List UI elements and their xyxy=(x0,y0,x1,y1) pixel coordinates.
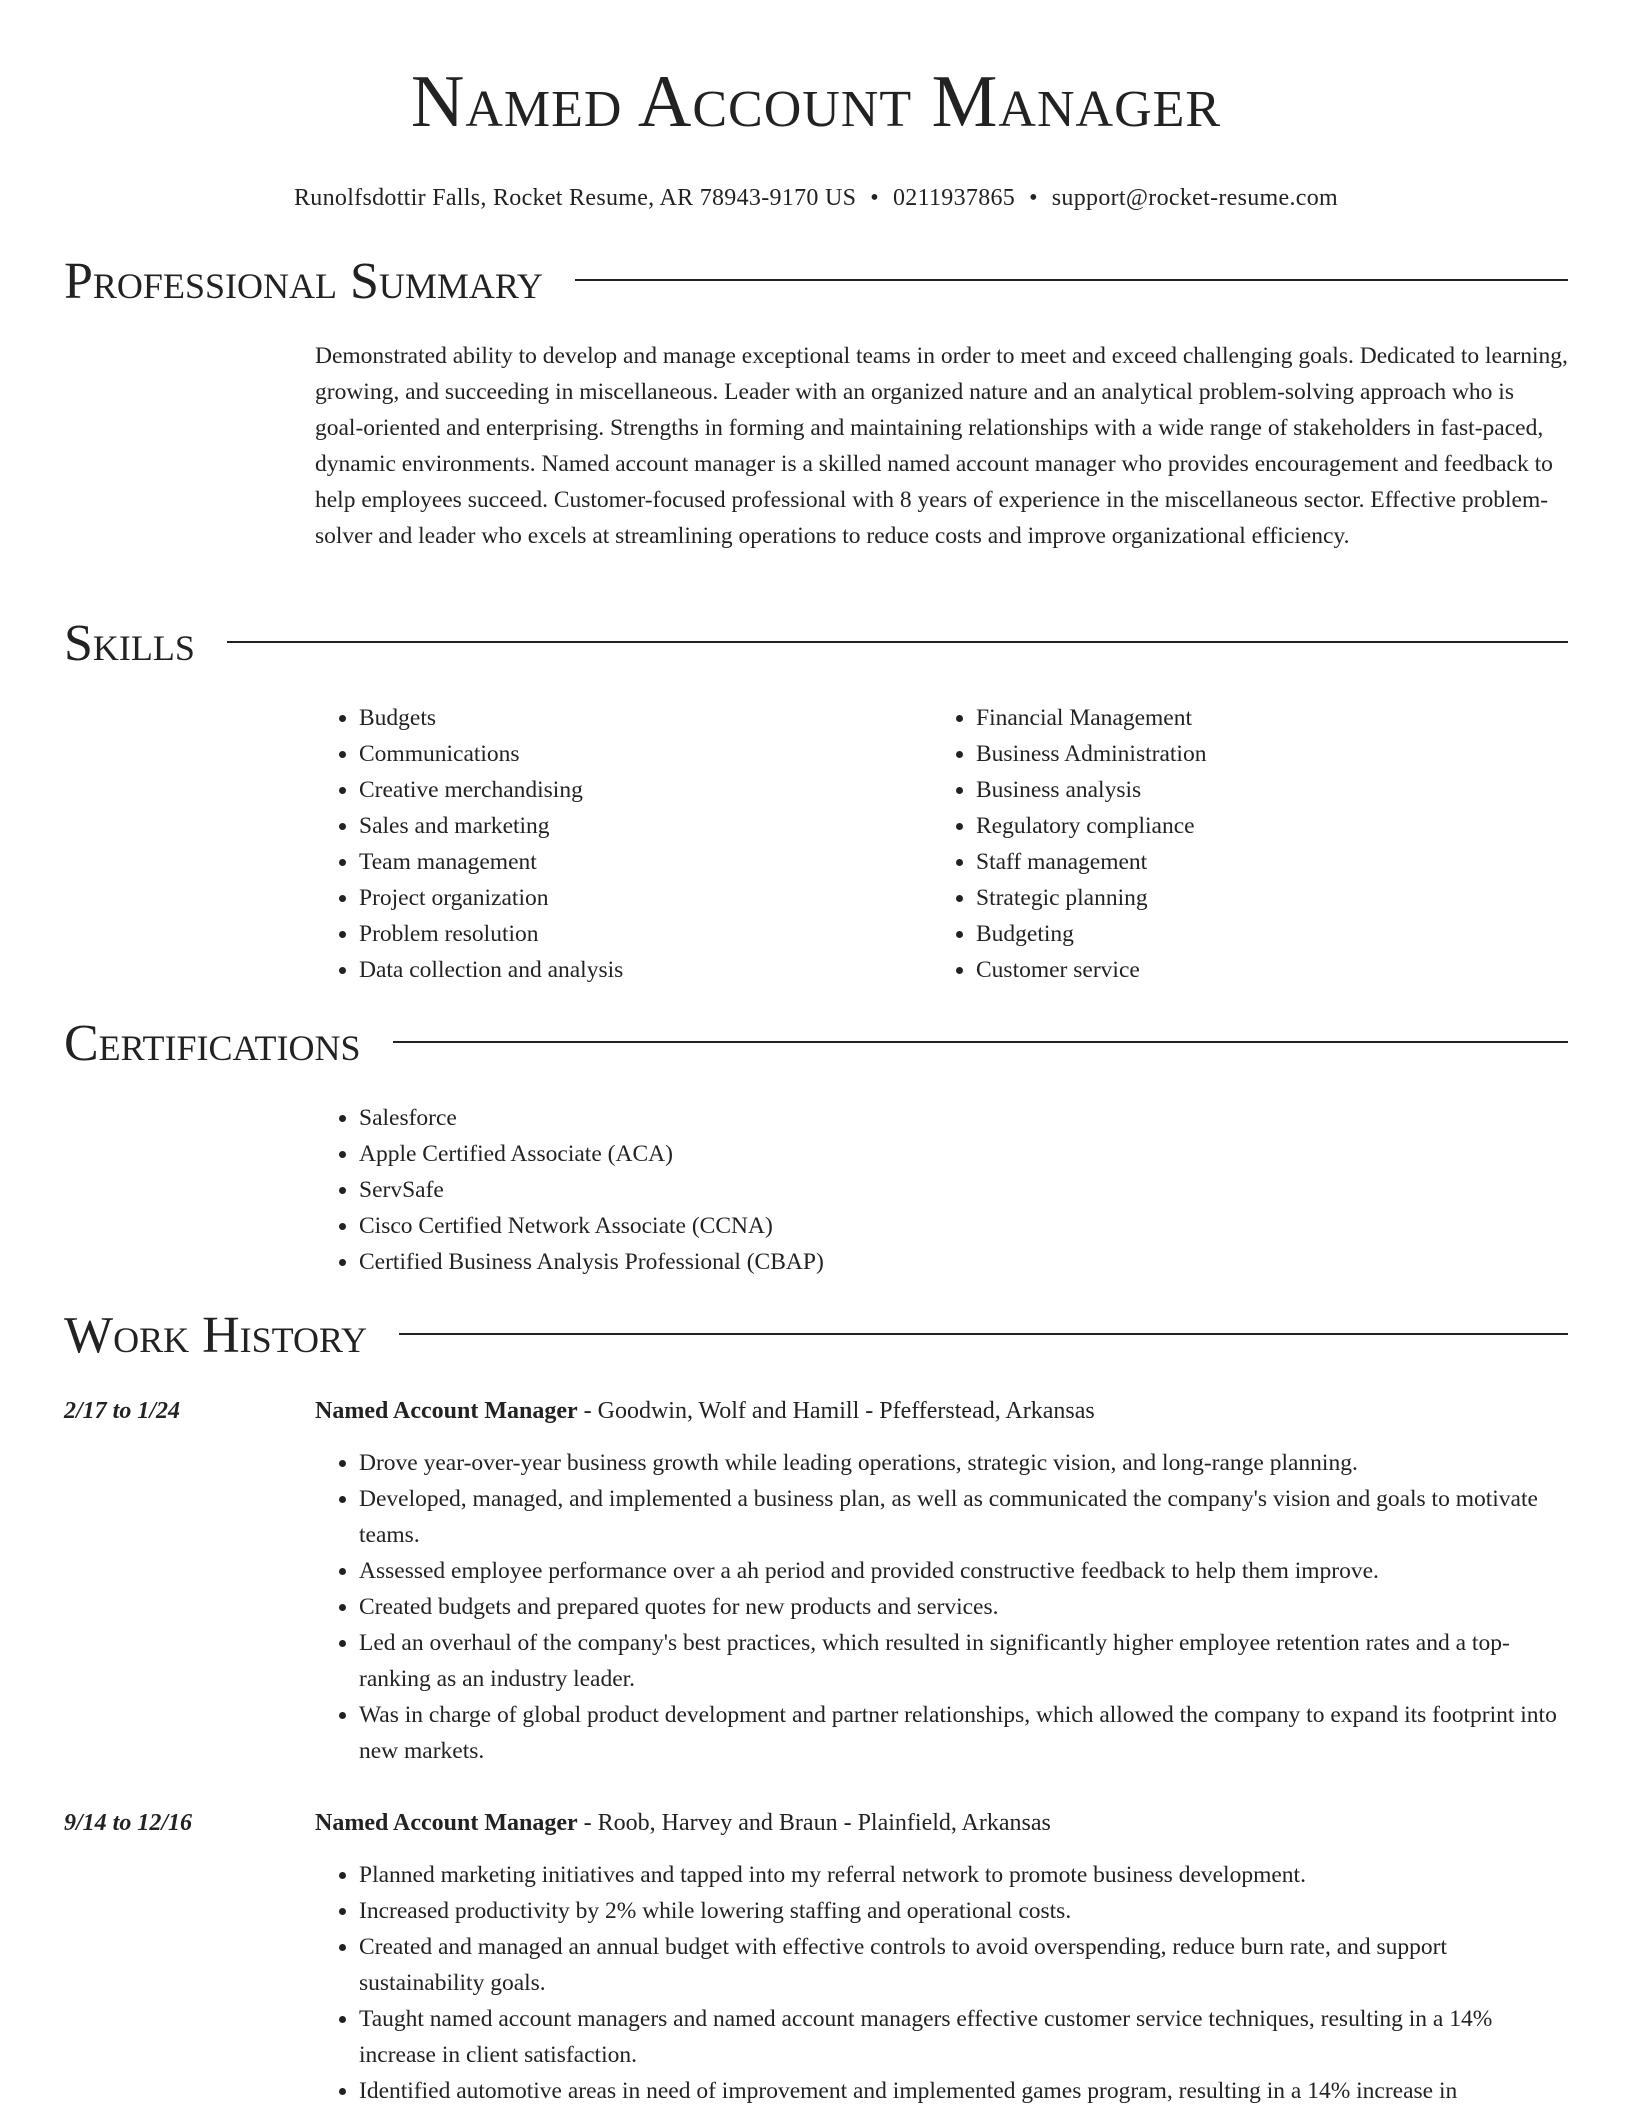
skill-item: • Creative merchandising xyxy=(359,772,932,808)
job-bullet: • Assessed employee performance over a ah period and provided constructive feedback to help them improve. xyxy=(359,1553,1568,1589)
skill-item: • Data collection and analysis xyxy=(359,952,932,988)
summary-section-header xyxy=(64,252,1568,312)
resume-name: Named Account Manager xyxy=(410,61,1222,143)
skill-item: • Problem resolution xyxy=(359,916,932,952)
certification-item: • Certified Business Analysis Professional (CBAP) xyxy=(359,1244,1568,1280)
work-heading: Work History xyxy=(64,1307,368,1364)
certifications-section-header xyxy=(64,1014,1568,1074)
section-divider xyxy=(399,1333,1568,1335)
contact-separator: • xyxy=(1029,185,1038,211)
skill-item: • Regulatory compliance xyxy=(976,808,1568,844)
skills-section-header xyxy=(64,614,1568,674)
certification-item: • Salesforce xyxy=(359,1100,1568,1136)
skill-item: • Business analysis xyxy=(976,772,1568,808)
certification-item: • ServSafe xyxy=(359,1172,1568,1208)
certifications-block xyxy=(315,1100,1568,1280)
contact-address: Runolfsdottir Falls, Rocket Resume, AR 78943-9170 US xyxy=(294,185,857,211)
skill-item: • Project organization xyxy=(359,880,932,916)
job-bullet-list xyxy=(315,1857,1568,2109)
skill-item: • Customer service xyxy=(976,952,1568,988)
job-bullet: • Identified automotive areas in need of improvement and implemented games program, resulting in a 14% increase in xyxy=(359,2073,1568,2109)
job-dates: 9/14 to 12/16 xyxy=(64,1810,193,1836)
job-bullet: • Drove year-over-year business growth while leading operations, strategic vision, and long-range planning. xyxy=(359,1445,1568,1481)
summary-text: Demonstrated ability to develop and manage exceptional teams in order to meet and exceed challenging goals. Dedicated to learning, growing, and succeeding in miscellaneous. Leader with an organized nature and an analytical problem-solving approach who is goal-oriented and enterprising. Strengths in forming and maintaining relationships with a wide range of stakeholders in fast-paced, dynamic environments. Named account manager is a skilled named account manager who provides encouragement and feedback to help employees succeed. Customer-focused professional with 8 years of experience in the miscellaneous sector. Effective problem-solver and leader who excels at streamlining operations to reduce costs and improve organizational efficiency. xyxy=(315,343,1568,549)
job-title: Named Account Manager xyxy=(315,1398,578,1424)
job-bullet: • Increased productivity by 2% while lowering staffing and operational costs. xyxy=(359,1893,1568,1929)
skill-item: • Communications xyxy=(359,736,932,772)
contact-line xyxy=(64,182,1568,214)
skills-heading: Skills xyxy=(64,615,195,672)
job-dates: 2/17 to 1/24 xyxy=(64,1398,181,1424)
contact-separator: • xyxy=(870,185,879,211)
skill-item: • Business Administration xyxy=(976,736,1568,772)
contact-email: support@rocket-resume.com xyxy=(1051,185,1338,211)
skill-item: • Strategic planning xyxy=(976,880,1568,916)
job-bullet: • Taught named account managers and named account managers effective customer service techniques, resulting in a 14% increase in client satisfaction. xyxy=(359,2001,1568,2073)
job-company: - Roob, Harvey and Braun - Plainfield, Arkansas xyxy=(577,1810,1051,1836)
job-bullet: • Was in charge of global product development and partner relationships, which allowed the company to expand its footprint into new markets. xyxy=(359,1697,1568,1769)
job-bullet: • Led an overhaul of the company's best practices, which resulted in significantly higher employee retention rates and a top-ranking as an industry leader. xyxy=(359,1625,1568,1697)
job-heading xyxy=(315,1393,1095,1429)
job-bullets xyxy=(315,1857,1568,2109)
certification-item: • Cisco Certified Network Associate (CCNA) xyxy=(359,1208,1568,1244)
job-title: Named Account Manager xyxy=(315,1810,578,1836)
skills-list-left xyxy=(315,700,932,988)
section-divider xyxy=(575,279,1568,281)
skills-list-right xyxy=(932,700,1568,988)
certification-item: • Apple Certified Associate (ACA) xyxy=(359,1136,1568,1172)
skill-item: • Team management xyxy=(359,844,932,880)
section-divider xyxy=(227,641,1568,643)
certifications-list xyxy=(315,1100,1568,1280)
job-heading xyxy=(315,1805,1051,1841)
contact-phone: 0211937865 xyxy=(892,185,1016,211)
resume-page xyxy=(64,0,1568,2104)
job-bullet: • Planned marketing initiatives and tapped into my referral network to promote business development. xyxy=(359,1857,1568,1893)
skill-item: • Budgets xyxy=(359,700,932,736)
job-bullet: • Developed, managed, and implemented a business plan, as well as communicated the company's vision and goals to motivate teams. xyxy=(359,1481,1568,1553)
job-company: - Goodwin, Wolf and Hamill - Pfefferstead, Arkansas xyxy=(577,1398,1095,1424)
skills-column-right xyxy=(932,700,1568,988)
skill-item: • Staff management xyxy=(976,844,1568,880)
section-divider xyxy=(393,1041,1568,1043)
certifications-heading: Certifications xyxy=(64,1015,361,1072)
job-bullets xyxy=(315,1445,1568,1769)
job-bullet: • Created and managed an annual budget with effective controls to avoid overspending, reduce burn rate, and support sustainability goals. xyxy=(359,1929,1568,2001)
skill-item: • Budgeting xyxy=(976,916,1568,952)
summary-heading: Professional Summary xyxy=(64,253,543,310)
skill-item: • Financial Management xyxy=(976,700,1568,736)
skill-item: • Sales and marketing xyxy=(359,808,932,844)
work-section-header xyxy=(64,1306,1568,1366)
job-bullet: • Created budgets and prepared quotes for new products and services. xyxy=(359,1589,1568,1625)
job-bullet-list xyxy=(315,1445,1568,1769)
skills-column-left xyxy=(315,700,932,988)
